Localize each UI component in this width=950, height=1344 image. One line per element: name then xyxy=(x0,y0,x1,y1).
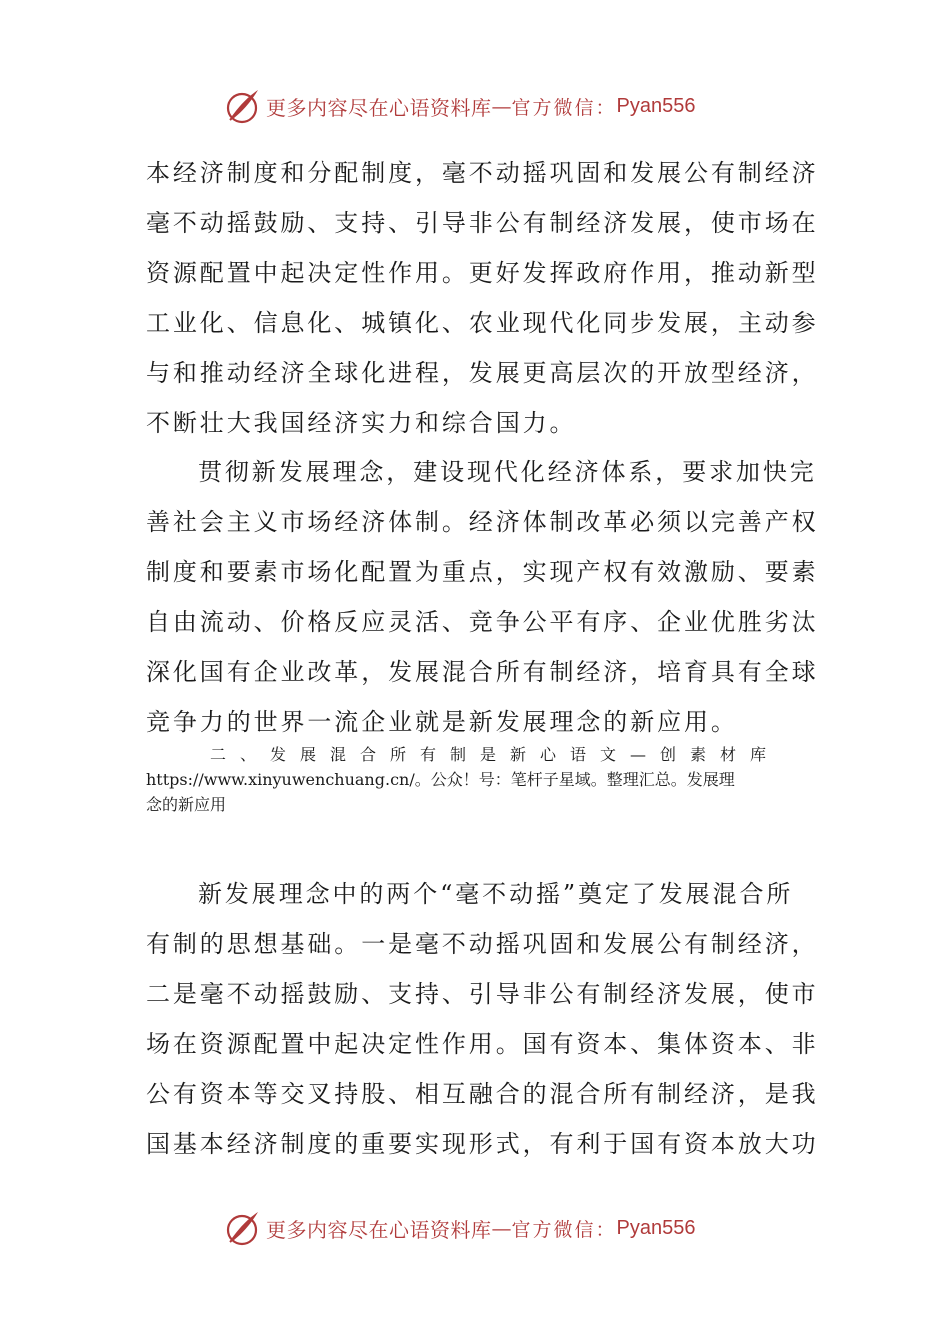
text-line: 公有资本等交叉持股、相互融合的混合所有制经济，是我 xyxy=(146,1080,819,1108)
text-line: 深化国有企业改革，发展混合所有制经济，培育具有全球 xyxy=(146,658,819,686)
text-line: 贯彻新发展理念，建设现代化经济体系，要求加快完 xyxy=(198,458,817,486)
separator: — xyxy=(491,94,512,118)
text-line: 制度和要素市场化配置为重点，实现产权有效激励、要素 xyxy=(146,558,819,586)
wechat-id: Pyan556 xyxy=(616,94,696,117)
text-line: 有制的思想基础。一是毫不动摇巩固和发展公有制经济， xyxy=(146,930,819,958)
separator: — xyxy=(491,1216,512,1240)
text-line: 不断壮大我国经济实力和综合国力。 xyxy=(146,409,577,437)
quill-pen-circle-icon xyxy=(222,86,262,126)
header-banner xyxy=(0,84,950,128)
brand-text: 更多内容尽在心语资料库 xyxy=(266,1217,492,1242)
paragraph-2 xyxy=(146,447,819,747)
text-line: 毫不动摇鼓励、支持、引导非公有制经济发展，使市场在 xyxy=(146,209,819,237)
text-line: 自由流动、价格反应灵活、竞争公平有序、企业优胜劣汰 xyxy=(146,608,819,636)
official-label: 官方微信： xyxy=(511,96,617,119)
text-line: 场在资源配置中起决定性作用。国有资本、集体资本、非 xyxy=(146,1030,819,1058)
text-line: 二是毫不动摇鼓励、支持、引导非公有制经济发展，使市 xyxy=(146,980,819,1008)
heading-line: 二、发展混合所有制是新心语文—创素材库 xyxy=(210,745,781,764)
text-line: 与和推动经济全球化进程，发展更高层次的开放型经济， xyxy=(146,359,819,387)
official-label: 官方微信： xyxy=(511,1218,617,1241)
text-line: 善社会主义市场经济体制。经济体制改革必须以完善产权 xyxy=(146,508,819,536)
text-line: 竞争力的世界一流企业就是新发展理念的新应用。 xyxy=(146,708,738,736)
heading-link-line: https://www.xinyuwenchuang.cn/。公众！号：笔杆子星域。整理汇总。发展理 xyxy=(146,770,735,789)
text-line: 国基本经济制度的重要实现形式，有利于国有资本放大功 xyxy=(146,1130,819,1158)
text-line: 新发展理念中的两个“毫不动摇”奠定了发展混合所 xyxy=(198,880,794,908)
wechat-id: Pyan556 xyxy=(616,1216,696,1239)
text-line: 资源配置中起决定性作用。更好发挥政府作用，推动新型 xyxy=(146,259,819,287)
paragraph-3 xyxy=(146,869,819,1169)
brand-text: 更多内容尽在心语资料库 xyxy=(266,95,492,120)
paragraph-1 xyxy=(146,148,819,448)
quill-pen-circle-icon xyxy=(222,1208,262,1248)
text-line: 本经济制度和分配制度，毫不动摇巩固和发展公有制经济 xyxy=(146,159,819,187)
heading-line: 念的新应用 xyxy=(146,795,227,814)
section-heading xyxy=(146,742,806,817)
footer-banner xyxy=(0,1206,950,1250)
text-line: 工业化、信息化、城镇化、农业现代化同步发展，主动参 xyxy=(146,309,819,337)
